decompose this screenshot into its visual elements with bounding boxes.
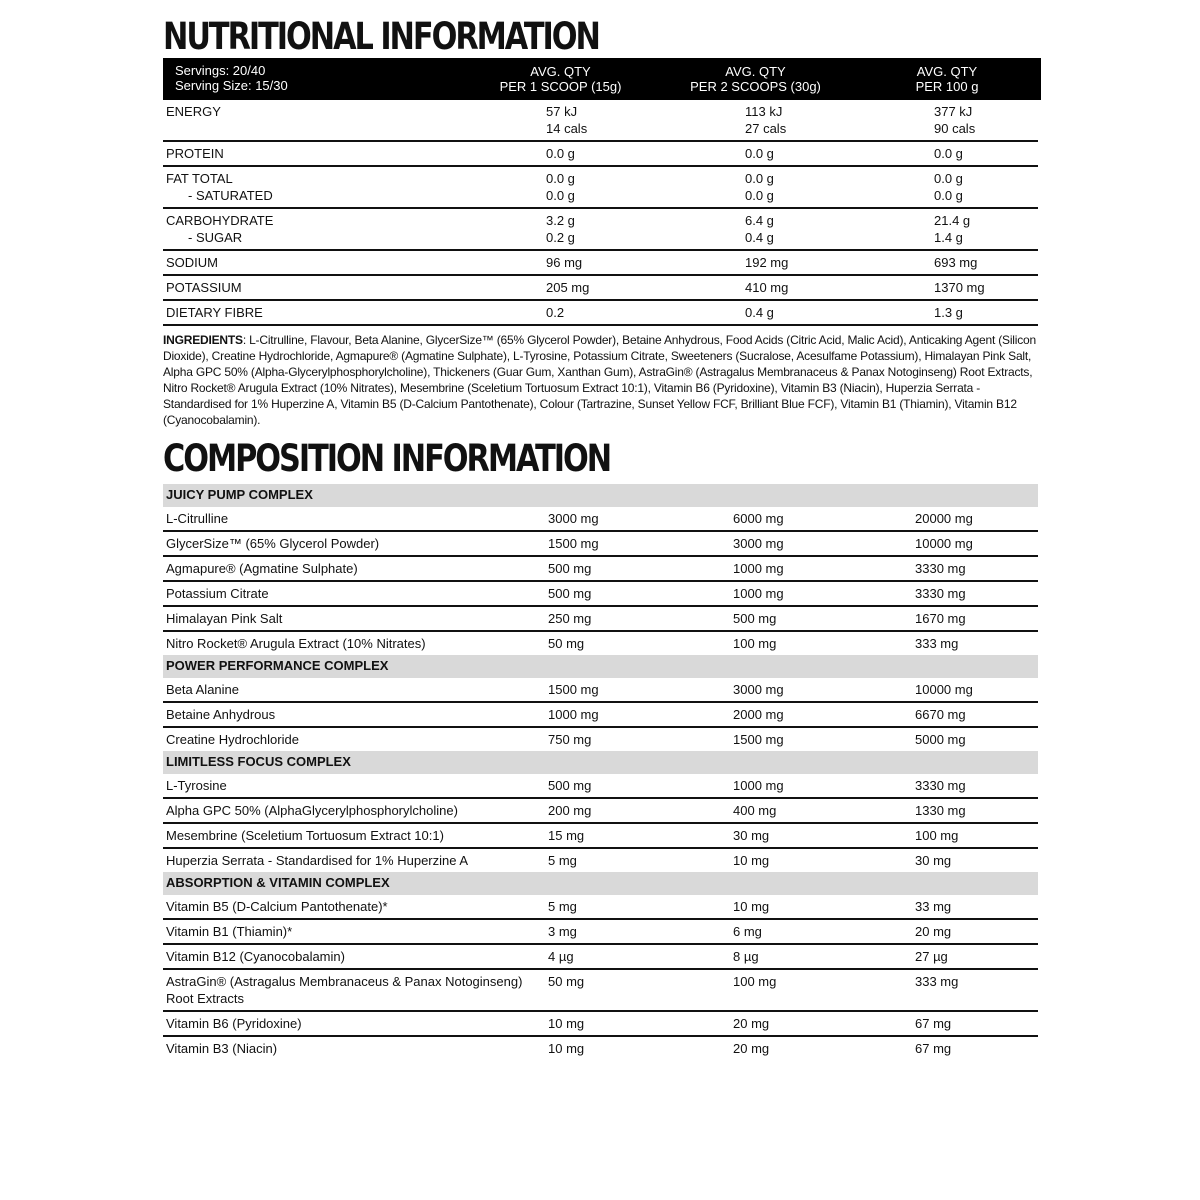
nutrient-value: 205 mg xyxy=(546,280,590,295)
nutrient-sublabel: - SATURATED xyxy=(188,188,273,203)
nutrient-name-cell xyxy=(163,279,546,296)
ingredient-value-per-two-scoops: 20 mg xyxy=(733,1041,770,1056)
nutrient-value: 0.2 xyxy=(546,305,565,320)
composition-information-title: COMPOSITION INFORMATION xyxy=(163,437,611,480)
ingredient-value-per-100g: 3330 mg xyxy=(915,561,966,576)
nutrition-row xyxy=(163,251,1038,276)
ingredient-value-per-100g: 3330 mg xyxy=(915,586,966,601)
header-per-scoop xyxy=(463,58,658,100)
nutrient-value-cell xyxy=(745,170,934,204)
serving-size: Serving Size: 15/30 xyxy=(175,78,288,93)
nutrient-value-cell xyxy=(745,254,934,271)
composition-row xyxy=(163,824,1038,849)
nutrient-value-cell xyxy=(934,254,1038,271)
nutrient-value: 693 mg xyxy=(934,255,978,270)
nutrient-label: FAT TOTAL xyxy=(166,171,233,186)
header-line: PER 1 SCOOP (15g) xyxy=(499,79,622,94)
ingredient-value-per-100g: 5000 mg xyxy=(915,732,966,747)
composition-row xyxy=(163,920,1038,945)
nutrient-value: 0.4 g xyxy=(745,230,774,245)
ingredient-name: AstraGin® (Astragalus Membranaceus & Panax Notoginseng) Root Extracts xyxy=(166,974,523,1006)
nutrition-table xyxy=(163,100,1038,326)
ingredient-name: Alpha GPC 50% (AlphaGlycerylphosphorylcholine) xyxy=(166,803,458,818)
ingredient-name: Agmapure® (Agmatine Sulphate) xyxy=(166,561,358,576)
ingredient-value-per-100g: 33 mg xyxy=(915,899,952,914)
servings-info xyxy=(163,58,463,100)
ingredients-text: : L-Citrulline, Flavour, Beta Alanine, GlycerSize™ (65% Glycerol Powder), Betaine Anhydrous, Food Acids (Citric Acid, Malic Acid), Anticaking Agent (Silicon Dioxide), Creatine Hydrochloride, Agmapure® (Agmatine Sulphate), L-Tyrosine, Potassium Citrate, Sweeteners (Sucralose, Acesulfame Potassium), Himalayan Pink Salt, Alpha GPC 50% (Alpha-Glycerylphosphorylcholine), Thickeners (Guar Gum, Xanthan Gum), AstraGin® (Astragalus Membranaceus & Panax Notoginseng) Root Extracts, Nitro Rocket® Arugula Extract (10% Nitrates), Mesembrine (Sceletium Tortuosum Extract 10:1), Vitamin B6 (Pyridoxine), Vitamin B3 (Niacin), Huperzia Serrata - Standardised for 1% Huperzine A, Vitamin B5 (D-Calcium Pantothenate), Colour (Tartrazine, Sunset Yellow FCF, Brilliant Blue FCF), Vitamin B1 (Thiamin), Vitamin B12 (Cyanocobalamin). xyxy=(163,333,1036,427)
nutrient-value: 0.4 g xyxy=(745,305,774,320)
nutrition-table-header xyxy=(163,58,1041,100)
composition-row xyxy=(163,774,1038,799)
nutrient-name-cell xyxy=(163,145,546,162)
ingredient-value-per-two-scoops: 1000 mg xyxy=(733,778,784,793)
composition-row xyxy=(163,849,1038,872)
ingredient-name: Vitamin B6 (Pyridoxine) xyxy=(166,1016,302,1031)
composition-row xyxy=(163,507,1038,532)
ingredient-name: L-Tyrosine xyxy=(166,778,227,793)
composition-row xyxy=(163,703,1038,728)
nutrient-label: DIETARY FIBRE xyxy=(166,305,263,320)
ingredient-value-per-100g: 20 mg xyxy=(915,924,952,939)
composition-row xyxy=(163,632,1038,655)
nutrient-value: 1.4 g xyxy=(934,230,963,245)
ingredient-value-per-two-scoops: 20 mg xyxy=(733,1016,770,1031)
nutrient-value: 1370 mg xyxy=(934,280,985,295)
header-per-two-scoops xyxy=(658,58,853,100)
ingredient-name: Vitamin B5 (D-Calcium Pantothenate)* xyxy=(166,899,388,914)
nutrient-value-cell xyxy=(745,304,934,321)
ingredient-value-per-100g: 6670 mg xyxy=(915,707,966,722)
ingredient-value-per-scoop: 15 mg xyxy=(548,828,585,843)
ingredient-name: Potassium Citrate xyxy=(166,586,269,601)
nutrient-value-cell xyxy=(745,103,934,137)
ingredient-value-per-two-scoops: 10 mg xyxy=(733,853,770,868)
ingredient-value-per-scoop: 5 mg xyxy=(548,853,577,868)
nutrient-value-cell xyxy=(546,170,745,204)
ingredient-value-per-two-scoops: 3000 mg xyxy=(733,682,784,697)
ingredient-name: Huperzia Serrata - Standardised for 1% Huperzine A xyxy=(166,853,469,868)
nutrient-value: 410 mg xyxy=(745,280,789,295)
nutrient-value-cell xyxy=(745,279,934,296)
ingredient-value-per-two-scoops: 6 mg xyxy=(733,924,762,939)
ingredient-name: Nitro Rocket® Arugula Extract (10% Nitrates) xyxy=(166,636,426,651)
nutrient-value: 0.0 g xyxy=(934,146,963,161)
nutrient-value-cell xyxy=(546,254,745,271)
ingredient-name: Vitamin B12 (Cyanocobalamin) xyxy=(166,949,345,964)
header-line: AVG. QTY xyxy=(725,64,786,79)
ingredient-value-per-two-scoops: 100 mg xyxy=(733,636,777,651)
ingredient-value-per-100g: 27 µg xyxy=(915,949,948,964)
ingredient-value-per-100g: 67 mg xyxy=(915,1041,952,1056)
ingredient-value-per-two-scoops: 100 mg xyxy=(733,974,777,989)
complex-group-header: POWER PERFORMANCE COMPLEX xyxy=(163,655,1038,678)
ingredient-value-per-two-scoops: 30 mg xyxy=(733,828,770,843)
nutrient-value-cell xyxy=(934,145,1038,162)
nutrient-name-cell xyxy=(163,254,546,271)
ingredient-value-per-100g: 10000 mg xyxy=(915,536,973,551)
ingredient-value-per-two-scoops: 1500 mg xyxy=(733,732,784,747)
nutrient-value: 0.0 g xyxy=(934,188,963,203)
nutrition-row xyxy=(163,167,1038,209)
nutrient-label: ENERGY xyxy=(166,104,221,119)
ingredient-value-per-scoop: 50 mg xyxy=(548,974,585,989)
complex-group-header: ABSORPTION & VITAMIN COMPLEX xyxy=(163,872,1038,895)
nutrient-value-cell xyxy=(546,304,745,321)
ingredient-name: L-Citrulline xyxy=(166,511,229,526)
ingredient-value-per-two-scoops: 6000 mg xyxy=(733,511,784,526)
ingredient-value-per-scoop: 50 mg xyxy=(548,636,585,651)
nutrient-value: 113 kJ xyxy=(745,104,783,119)
ingredient-value-per-scoop: 10 mg xyxy=(548,1041,585,1056)
nutrient-value-cell xyxy=(934,304,1038,321)
composition-row xyxy=(163,1012,1038,1037)
complex-group-header: LIMITLESS FOCUS COMPLEX xyxy=(163,751,1038,774)
ingredient-value-per-100g: 1330 mg xyxy=(915,803,966,818)
nutrient-value: 0.2 g xyxy=(546,230,575,245)
composition-row xyxy=(163,532,1038,557)
ingredient-value-per-100g: 10000 mg xyxy=(915,682,973,697)
nutrient-value-cell xyxy=(934,103,1038,137)
ingredient-value-per-100g: 333 mg xyxy=(915,636,959,651)
complex-group-header: JUICY PUMP COMPLEX xyxy=(163,484,1038,507)
nutrient-label: POTASSIUM xyxy=(166,280,242,295)
composition-row xyxy=(163,678,1038,703)
ingredient-value-per-scoop: 3 mg xyxy=(548,924,577,939)
nutrient-value: 90 cals xyxy=(934,121,976,136)
ingredient-value-per-scoop: 500 mg xyxy=(548,778,592,793)
composition-row xyxy=(163,728,1038,751)
ingredient-name: Beta Alanine xyxy=(166,682,240,697)
ingredient-name: Creatine Hydrochloride xyxy=(166,732,299,747)
composition-table xyxy=(163,484,1038,1060)
composition-row xyxy=(163,557,1038,582)
nutrient-label: SODIUM xyxy=(166,255,218,270)
ingredient-name: Vitamin B3 (Niacin) xyxy=(166,1041,278,1056)
nutrient-name-cell xyxy=(163,103,546,137)
nutrient-label: CARBOHYDRATE xyxy=(166,213,274,228)
ingredient-name: Betaine Anhydrous xyxy=(166,707,276,722)
nutrient-value-cell xyxy=(745,145,934,162)
composition-row xyxy=(163,970,1038,1012)
ingredient-value-per-two-scoops: 2000 mg xyxy=(733,707,784,722)
nutrient-value-cell xyxy=(546,212,745,246)
supplement-facts-panel xyxy=(163,12,1041,1060)
nutrient-value: 377 kJ xyxy=(934,104,973,119)
ingredient-value-per-scoop: 500 mg xyxy=(548,561,592,576)
composition-row xyxy=(163,607,1038,632)
nutrient-value-cell xyxy=(934,212,1038,246)
header-line: AVG. QTY xyxy=(916,64,978,79)
nutrient-value-cell xyxy=(745,212,934,246)
ingredient-value-per-100g: 67 mg xyxy=(915,1016,952,1031)
ingredient-value-per-scoop: 1500 mg xyxy=(548,682,599,697)
ingredient-value-per-two-scoops: 8 µg xyxy=(733,949,759,964)
ingredient-value-per-two-scoops: 10 mg xyxy=(733,899,770,914)
nutrient-value: 14 cals xyxy=(546,121,588,136)
nutrient-value-cell xyxy=(546,145,745,162)
nutrient-value-cell xyxy=(546,279,745,296)
nutrient-label: PROTEIN xyxy=(166,146,224,161)
nutrition-row xyxy=(163,301,1038,326)
nutrition-row xyxy=(163,209,1038,251)
nutrient-name-cell xyxy=(163,212,546,246)
nutrient-value: 192 mg xyxy=(745,255,789,270)
ingredient-value-per-100g: 3330 mg xyxy=(915,778,966,793)
ingredient-value-per-two-scoops: 500 mg xyxy=(733,611,777,626)
ingredient-value-per-scoop: 4 µg xyxy=(548,949,574,964)
ingredient-value-per-scoop: 750 mg xyxy=(548,732,592,747)
ingredient-value-per-scoop: 200 mg xyxy=(548,803,592,818)
nutritional-information-title: NUTRITIONAL INFORMATION xyxy=(163,15,599,58)
ingredient-value-per-two-scoops: 3000 mg xyxy=(733,536,784,551)
nutrient-value: 96 mg xyxy=(546,255,583,270)
nutrient-name-cell xyxy=(163,304,546,321)
nutrition-row xyxy=(163,100,1038,142)
nutrition-row xyxy=(163,142,1038,167)
header-line: PER 100 g xyxy=(915,79,979,94)
ingredient-value-per-scoop: 3000 mg xyxy=(548,511,599,526)
ingredient-name: Himalayan Pink Salt xyxy=(166,611,283,626)
nutrient-value: 0.0 g xyxy=(546,171,575,186)
ingredient-name: Mesembrine (Sceletium Tortuosum Extract 10:1) xyxy=(166,828,444,843)
ingredient-value-per-two-scoops: 1000 mg xyxy=(733,561,784,576)
ingredient-value-per-100g: 30 mg xyxy=(915,853,952,868)
nutrient-value: 0.0 g xyxy=(745,171,774,186)
ingredient-value-per-scoop: 500 mg xyxy=(548,586,592,601)
nutrient-value: 0.0 g xyxy=(546,188,575,203)
header-line: PER 2 SCOOPS (30g) xyxy=(690,79,821,94)
nutrient-value: 21.4 g xyxy=(934,213,971,228)
nutrient-value: 6.4 g xyxy=(745,213,774,228)
composition-row xyxy=(163,945,1038,970)
ingredients-label: INGREDIENTS xyxy=(163,333,243,347)
header-per-100g xyxy=(853,58,1041,100)
nutrient-value: 0.0 g xyxy=(745,146,774,161)
nutrient-sublabel: - SUGAR xyxy=(188,230,243,245)
ingredient-name: GlycerSize™ (65% Glycerol Powder) xyxy=(166,536,380,551)
ingredient-value-per-100g: 1670 mg xyxy=(915,611,966,626)
composition-row xyxy=(163,895,1038,920)
ingredient-value-per-100g: 100 mg xyxy=(915,828,959,843)
composition-row xyxy=(163,582,1038,607)
nutrient-value-cell xyxy=(934,279,1038,296)
ingredient-value-per-scoop: 1000 mg xyxy=(548,707,599,722)
nutrition-row xyxy=(163,276,1038,301)
ingredient-value-per-scoop: 1500 mg xyxy=(548,536,599,551)
ingredient-value-per-scoop: 10 mg xyxy=(548,1016,585,1031)
ingredient-name: Vitamin B1 (Thiamin)* xyxy=(166,924,293,939)
servings-count: Servings: 20/40 xyxy=(175,63,266,78)
nutrient-name-cell xyxy=(163,170,546,204)
ingredient-value-per-scoop: 250 mg xyxy=(548,611,592,626)
header-line: AVG. QTY xyxy=(530,64,591,79)
ingredient-value-per-scoop: 5 mg xyxy=(548,899,577,914)
nutrient-value: 0.0 g xyxy=(745,188,774,203)
nutrient-value: 0.0 g xyxy=(546,146,575,161)
ingredient-value-per-100g: 20000 mg xyxy=(915,511,973,526)
nutrient-value-cell xyxy=(546,103,745,137)
nutrient-value: 0.0 g xyxy=(934,171,963,186)
ingredient-value-per-100g: 333 mg xyxy=(915,974,959,989)
composition-row xyxy=(163,799,1038,824)
nutrient-value-cell xyxy=(934,170,1038,204)
nutrient-value: 3.2 g xyxy=(546,213,575,228)
ingredients-statement xyxy=(163,332,1048,428)
composition-row xyxy=(163,1037,1038,1060)
nutrient-value: 57 kJ xyxy=(546,104,578,119)
nutrient-value: 27 cals xyxy=(745,121,787,136)
ingredient-value-per-two-scoops: 400 mg xyxy=(733,803,777,818)
nutrient-value: 1.3 g xyxy=(934,305,963,320)
ingredient-value-per-two-scoops: 1000 mg xyxy=(733,586,784,601)
